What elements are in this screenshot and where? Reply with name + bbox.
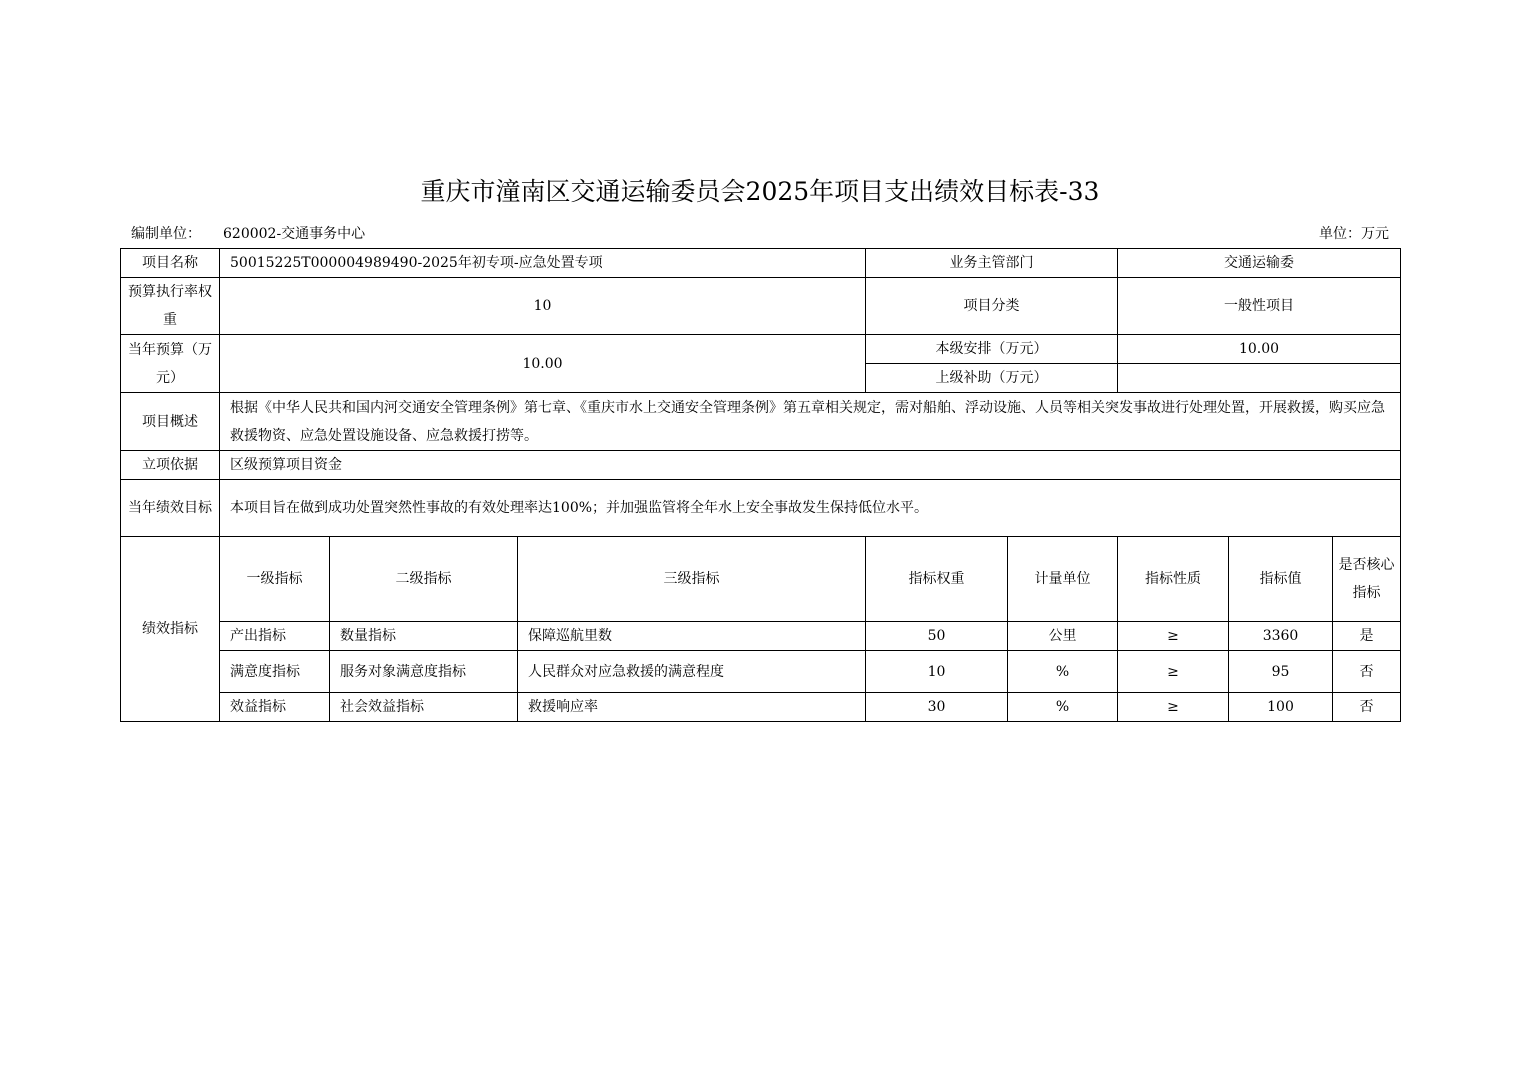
local-value: 10.00	[1118, 335, 1401, 364]
indicator-header: 三级指标	[518, 537, 866, 622]
indicator-value: 100	[1229, 693, 1333, 722]
compiling-unit-value: 620002-交通事务中心	[223, 226, 366, 242]
indicator-core: 否	[1333, 693, 1401, 722]
compiling-unit-label: 编制单位：	[131, 226, 201, 242]
project-name-label: 项目名称	[121, 249, 220, 278]
category-label: 项目分类	[866, 278, 1118, 335]
superior-value	[1118, 364, 1401, 393]
indicator-nature: ≥	[1118, 693, 1229, 722]
indicator-core: 是	[1333, 622, 1401, 651]
local-label: 本级安排（万元）	[866, 335, 1118, 364]
dept-value: 交通运输委	[1118, 249, 1401, 278]
indicator-level1: 产出指标	[220, 622, 330, 651]
indicator-header: 一级指标	[220, 537, 330, 622]
indicator-nature: ≥	[1118, 622, 1229, 651]
indicator-value: 95	[1229, 651, 1333, 693]
indicator-row	[121, 693, 1401, 722]
indicator-level3: 保障巡航里数	[518, 622, 866, 651]
indicator-level1: 效益指标	[220, 693, 330, 722]
indicator-level2: 数量指标	[330, 622, 518, 651]
indicator-weight: 50	[866, 622, 1008, 651]
category-value: 一般性项目	[1118, 278, 1401, 335]
compiling-unit	[131, 224, 365, 244]
dept-label: 业务主管部门	[866, 249, 1118, 278]
indicator-header: 指标值	[1229, 537, 1333, 622]
row-goal	[121, 480, 1401, 537]
row-project-name	[121, 249, 1401, 278]
indicator-level2: 社会效益指标	[330, 693, 518, 722]
basis-label: 立项依据	[121, 451, 220, 480]
indicator-header: 计量单位	[1008, 537, 1118, 622]
indicator-row	[121, 622, 1401, 651]
goal-label: 当年绩效目标	[121, 480, 220, 537]
budget-value: 10.00	[220, 335, 866, 393]
row-budget-local	[121, 335, 1401, 364]
superior-label: 上级补助（万元）	[866, 364, 1118, 393]
indicator-header: 指标性质	[1118, 537, 1229, 622]
indicator-level3: 救援响应率	[518, 693, 866, 722]
indicator-unit: %	[1008, 693, 1118, 722]
indicator-unit: 公里	[1008, 622, 1118, 651]
overview-label: 项目概述	[121, 393, 220, 451]
project-name-value: 50015225T000004989490-2025年初专项-应急处置专项	[220, 249, 866, 278]
indicator-level3: 人民群众对应急救援的满意程度	[518, 651, 866, 693]
indicator-header-core: 是否核心指标	[1333, 537, 1401, 622]
budget-label: 当年预算（万元）	[121, 335, 220, 393]
row-basis	[121, 451, 1401, 480]
indicator-header: 指标权重	[866, 537, 1008, 622]
indicator-level1: 满意度指标	[220, 651, 330, 693]
page-title: 重庆市潼南区交通运输委员会2025年项目支出绩效目标表-33	[420, 177, 1100, 206]
indicator-weight: 30	[866, 693, 1008, 722]
indicator-value: 3360	[1229, 622, 1333, 651]
goal-value: 本项目旨在做到成功处置突然性事故的有效处理率达100%；并加强监管将全年水上安全事故发生保持低位水平。	[220, 480, 1401, 537]
currency-unit: 单位：万元	[1319, 226, 1389, 242]
row-exec-weight	[121, 278, 1401, 335]
indicator-core: 否	[1333, 651, 1401, 693]
exec-weight-value: 10	[220, 278, 866, 335]
indicators-label: 绩效指标	[121, 537, 220, 722]
exec-weight-label: 预算执行率权重	[121, 278, 220, 335]
indicator-level2: 服务对象满意度指标	[330, 651, 518, 693]
indicator-nature: ≥	[1118, 651, 1229, 693]
indicator-header-row	[121, 537, 1401, 622]
indicator-weight: 10	[866, 651, 1008, 693]
overview-value: 根据《中华人民共和国内河交通安全管理条例》第七章、《重庆市水上交通安全管理条例》第五章相关规定，需对船舶、浮动设施、人员等相关突发事故进行处理处置，开展救援，购买应急救援物资、应急处置设施设备、应急救援打捞等。	[220, 393, 1401, 451]
indicator-row	[121, 651, 1401, 693]
basis-value: 区级预算项目资金	[220, 451, 1401, 480]
performance-target-table	[120, 248, 1401, 722]
indicator-unit: %	[1008, 651, 1118, 693]
row-overview	[121, 393, 1401, 451]
indicator-header: 二级指标	[330, 537, 518, 622]
